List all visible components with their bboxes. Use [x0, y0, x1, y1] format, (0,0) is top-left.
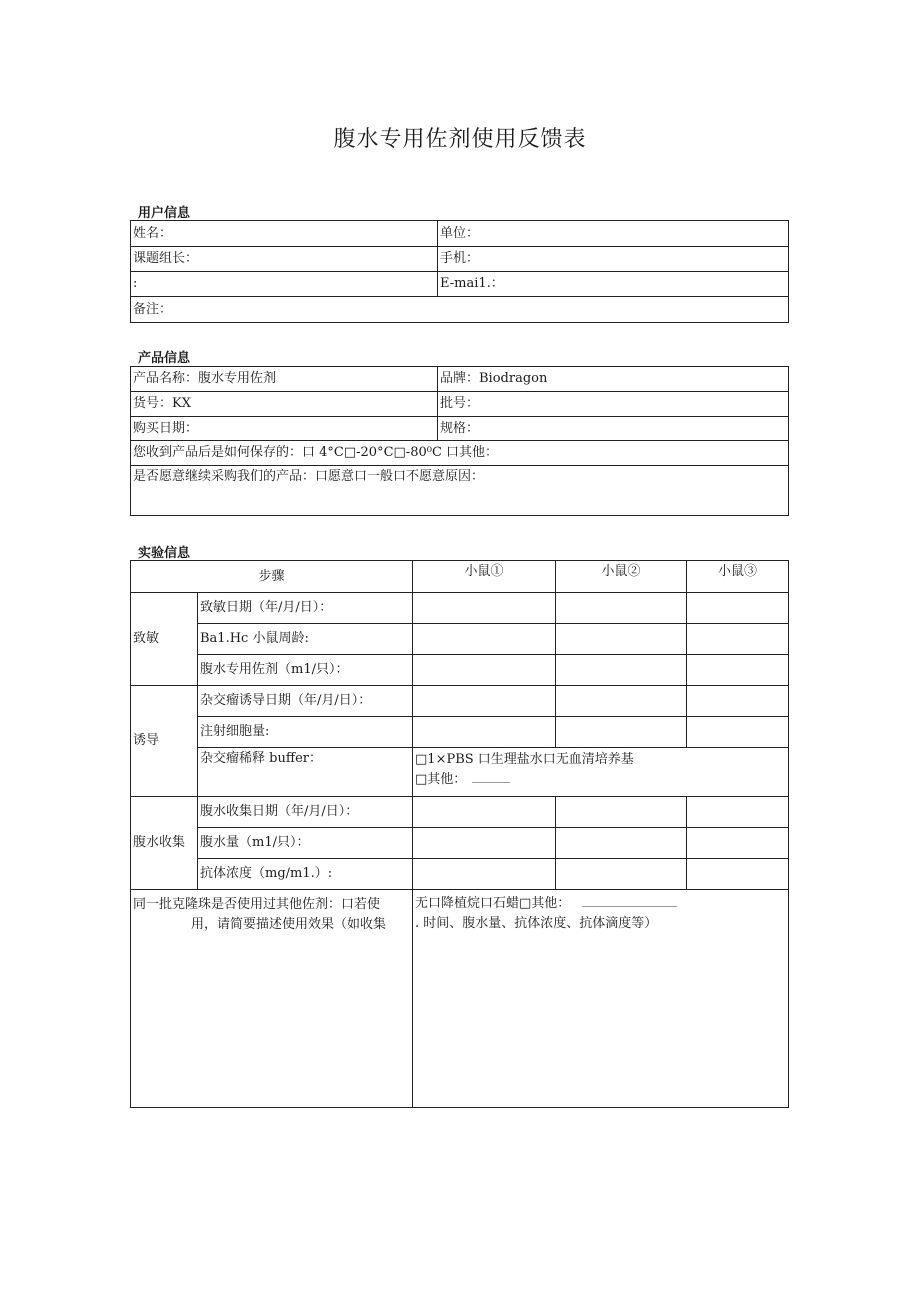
storage-question[interactable]: 您收到产品后是如何保存的：口 4°C□-20°C□-80⁰C 口其他： — [131, 441, 789, 466]
ascites-volume-m2[interactable] — [556, 828, 687, 859]
unit-field[interactable]: 单位： — [438, 221, 789, 247]
user-section-heading: 用户信息 — [138, 206, 191, 221]
immunize-date-m2[interactable] — [556, 593, 687, 624]
induce-date-label: 杂交瘤诱导日期（年/月/日）： — [198, 686, 413, 717]
other-adjuvant-desc-suffix: . 时间、腹水量、抗体浓度、抗体滴度等） — [415, 916, 658, 931]
ascites-volume-label: 腹水量（m1/只）： — [198, 828, 413, 859]
cell-amount-label: 注射细胞量: — [198, 717, 413, 748]
induce-date-m3[interactable] — [687, 686, 789, 717]
other-adjuvant-question-line1: 同一批克隆珠是否使用过其他佐剂：口若使 — [133, 897, 381, 912]
email-field[interactable]: E-mai1.： — [438, 272, 789, 297]
mouse1-header: 小鼠① — [413, 561, 556, 593]
buffer-other-blank[interactable] — [472, 773, 510, 783]
note-field[interactable]: 备注： — [131, 297, 789, 323]
phone-field[interactable]: 手机： — [438, 247, 789, 272]
adjuvant-dose-label: 腹水专用佐剂（m1/只）： — [198, 655, 413, 686]
item-no-field: 货号：KX — [131, 392, 438, 417]
other-adjuvant-blank[interactable] — [582, 897, 677, 907]
induce-label: 诱导 — [131, 686, 198, 797]
steps-header: 步骤 — [131, 561, 413, 593]
mouse-age-m3[interactable] — [687, 624, 789, 655]
mouse-age-label: Ba1.Hc 小鼠周龄: — [198, 624, 413, 655]
batch-no-field[interactable]: 批号： — [438, 392, 789, 417]
antibody-conc-m2[interactable] — [556, 859, 687, 890]
mouse3-header: 小鼠③ — [687, 561, 789, 593]
spec-field[interactable]: 规格： — [438, 417, 789, 441]
name-field[interactable]: 姓名： — [131, 221, 438, 247]
other-adjuvant-options[interactable]: 无口降植烷口石蜡□其他： — [415, 896, 571, 911]
antibody-conc-m3[interactable] — [687, 859, 789, 890]
immunize-date-m3[interactable] — [687, 593, 789, 624]
ascites-date-m3[interactable] — [687, 797, 789, 828]
mouse-age-m2[interactable] — [556, 624, 687, 655]
cell-amount-m3[interactable] — [687, 717, 789, 748]
ascites-date-m1[interactable] — [413, 797, 556, 828]
ascites-volume-m3[interactable] — [687, 828, 789, 859]
mouse2-header: 小鼠② — [556, 561, 687, 593]
buffer-label: 杂交瘤稀释 buffer： — [198, 748, 413, 797]
buffer-other-line[interactable] — [415, 769, 786, 791]
ascites-date-label: 腹水收集日期（年/月/日）： — [198, 797, 413, 828]
purchase-date-field[interactable]: 购买日期： — [131, 417, 438, 441]
mouse-age-m1[interactable] — [413, 624, 556, 655]
immunize-label: 致敏 — [131, 593, 198, 686]
ascites-date-m2[interactable] — [556, 797, 687, 828]
antibody-conc-label: 抗体浓度（mg/m1.）: — [198, 859, 413, 890]
adjuvant-dose-m2[interactable] — [556, 655, 687, 686]
product-info-table — [130, 366, 789, 516]
induce-date-m1[interactable] — [413, 686, 556, 717]
page-title: 腹水专用佐剂使用反馈表 — [333, 127, 587, 152]
product-section-heading: 产品信息 — [138, 351, 191, 366]
group-leader-field[interactable]: 课题组长： — [131, 247, 438, 272]
other-adjuvant-question-line2: 用，请简要描述使用效果（如收集 — [191, 917, 387, 932]
buffer-options[interactable] — [413, 748, 789, 797]
experiment-info-table — [130, 560, 789, 1108]
other-adjuvant-answer[interactable] — [413, 890, 789, 1108]
immunize-date-m1[interactable] — [413, 593, 556, 624]
other-adjuvant-question — [131, 890, 413, 1108]
buffer-other-label: □其他： — [415, 772, 467, 787]
cell-amount-m2[interactable] — [556, 717, 687, 748]
ascites-label: 腹水收集 — [131, 797, 198, 890]
cell-amount-m1[interactable] — [413, 717, 556, 748]
immunize-date-label: 致敏日期（年/月/日）： — [198, 593, 413, 624]
brand-field: 品牌：Biodragon — [438, 367, 789, 392]
adjuvant-dose-m3[interactable] — [687, 655, 789, 686]
other-adjuvant-options-line[interactable] — [415, 893, 786, 915]
user-info-table — [130, 220, 789, 323]
adjuvant-dose-m1[interactable] — [413, 655, 556, 686]
repurchase-question[interactable]: 是否愿意继续采购我们的产品：口愿意口一般口不愿意原因： — [131, 466, 789, 516]
induce-date-m2[interactable] — [556, 686, 687, 717]
product-name-field: 产品名称：腹水专用佐剂 — [131, 367, 438, 392]
buffer-options-line[interactable]: □1×PBS 口生理盐水口无血清培养基 — [415, 752, 634, 767]
antibody-conc-m1[interactable] — [413, 859, 556, 890]
blank-field[interactable]: : — [131, 272, 438, 297]
experiment-section-heading: 实验信息 — [138, 546, 191, 561]
ascites-volume-m1[interactable] — [413, 828, 556, 859]
